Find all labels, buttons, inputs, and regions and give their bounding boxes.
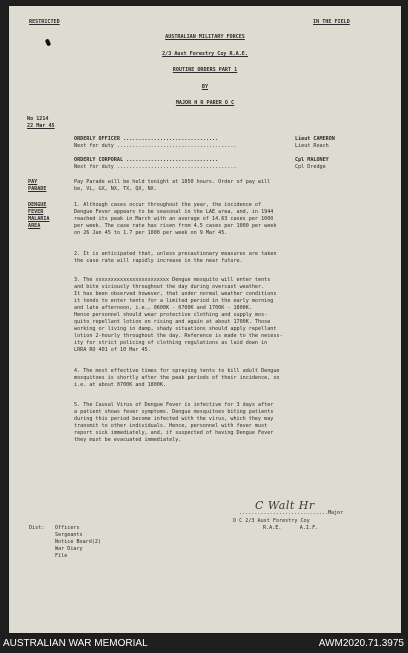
- pay-text-line: be, VL, GX, NX, TX, QX, NX.: [74, 186, 157, 192]
- para-5-line: transmit to other individuals. Hence, personnel with fever must: [74, 423, 268, 429]
- classification-label: RESTRICTED: [29, 19, 60, 25]
- para-4-line: 4. The most effective times for spraying tents to kill adult Dengue: [74, 368, 280, 374]
- dengue-heading-line: AREA: [28, 223, 41, 229]
- distribution-item: Notice Board(2): [55, 539, 102, 545]
- para-3-line: LRRA RO 401 of 10 Mar 45.: [74, 347, 151, 353]
- pay-heading-line: PARADE: [28, 186, 47, 192]
- para-5-line: they must be evacuated immediately.: [74, 437, 182, 443]
- archive-credit: AUSTRALIAN WAR MEMORIAL: [3, 638, 148, 649]
- para-3-line: it tends to enter tents for a limited period in the early morning: [74, 298, 274, 304]
- signature-unit: O C 2/3 Aust Forestry Coy: [233, 518, 310, 524]
- order-number: No 1214: [27, 116, 49, 122]
- duty-role: ORDERLY OFFICER ...............................: [74, 136, 219, 142]
- dengue-heading-line: DENGUE: [28, 202, 47, 208]
- distribution-item: War Diary: [55, 546, 83, 552]
- distribution-item: File: [55, 553, 68, 559]
- para-3-line: 3. The xxxxxxxxxxxxxxxxxxxxxxxx Dengue mosquito will enter tents: [74, 277, 271, 283]
- para-5-line: 5. The Causal Virus of Dengue Fever is infective for 3 days after: [74, 402, 274, 408]
- para-3-line: quito repellant lotion on rising and again at about 1700K. Those: [74, 319, 271, 325]
- para-3-line: ity for strict policing of clothing regulations as laid down in: [74, 340, 268, 346]
- duty-role: ORDERLY CORPORAL ..............................: [74, 157, 219, 163]
- para-3-line: It has been observed however, that under normal weather conditions: [74, 291, 277, 297]
- handwritten-signature: C Walt Hr: [255, 499, 315, 512]
- pay-heading-line: PAY: [28, 179, 38, 185]
- para-3-line: and bite viciously throughout the day during overcast weather.: [74, 284, 265, 290]
- para-5-line: during this period become infected with the virus, which they may: [74, 416, 274, 422]
- para-5-line: a patient shows fever symptoms. Dengue mosquitoes biting patients: [74, 409, 274, 415]
- para-3-line: lotion 2-hourly throughout the day. Reference is made to the necess-: [74, 333, 283, 339]
- para-2-line: 2. It is anticipated that, unless precautionary measures are taken: [74, 251, 277, 257]
- signature-corps: R.A.E. A.I.F.: [263, 525, 319, 531]
- orders-title: ROUTINE ORDERS PART 1: [172, 67, 238, 73]
- para-3-line: Hence personnel should wear protective clothing and supply mos-: [74, 312, 268, 318]
- para-1-line: on 26 Jan 45 to 1.7 per 1000 per week on 9 Mar 45.: [74, 230, 228, 236]
- by-label: BY: [201, 84, 209, 90]
- para-1-line: per week. The case rate has risen from 4.5 cases per 1000 per week: [74, 223, 277, 229]
- dengue-heading-line: MALARIA: [28, 216, 50, 222]
- distribution-item: Sergeants: [55, 532, 83, 538]
- para-1-line: reached its peak in March with an average of 14.63 cases per 1000: [74, 216, 274, 222]
- duty-name: Cpl Dredge: [295, 164, 326, 170]
- duty-name: Lieut CAMERON: [295, 136, 335, 142]
- dengue-heading-line: FEVER: [28, 209, 44, 215]
- para-3-line: and late afternoon, i.e., 0600K - 0700K and 1700K - 1800K.: [74, 305, 252, 311]
- distribution-label: Dist:: [29, 525, 45, 531]
- para-5-line: report sick immediately, and, if suspected of having Dengue Fever: [74, 430, 274, 436]
- force-title: AUSTRALIAN MILITARY FORCES: [165, 34, 245, 40]
- para-4-line: i.e. at about 0700K and 1800K.: [74, 382, 167, 388]
- pay-text-line: Pay Parade will be held tonight at 1850 hours. Order of pay will: [74, 179, 271, 185]
- signature-rank: .............................Major: [239, 510, 344, 516]
- commander-title: MAJOR H R PARER O C: [175, 100, 235, 106]
- document-page: [9, 6, 401, 633]
- duty-role: Next for duty .......................................: [74, 143, 237, 149]
- para-3-line: working or living in damp, shady situations should apply repellant: [74, 326, 277, 332]
- para-4-line: mosquitoes is shortly after the peak periods of their incidence, xx: [74, 375, 280, 381]
- para-1-line: Dengue Fever appears to be seasonal in the LAE area, and, in 1944: [74, 209, 274, 215]
- duty-name: Cpl MALONEY: [295, 157, 329, 163]
- para-2-line: the case rate will rapidly increase in the near future.: [74, 258, 243, 264]
- order-date: 22 Mar 45: [27, 123, 55, 129]
- duty-role: Next for duty .......................................: [74, 164, 237, 170]
- archive-reference: AWM2020.71.3975: [318, 638, 404, 649]
- unit-title: 2/3 Aust Forestry Coy R.A.E.: [162, 51, 248, 57]
- location-label: IN THE FIELD: [313, 19, 350, 25]
- para-1-line: 1. Although cases occur throughout the year, the incidence of: [74, 202, 262, 208]
- distribution-item: Officers: [55, 525, 80, 531]
- duty-name: Lieut Roach: [295, 143, 329, 149]
